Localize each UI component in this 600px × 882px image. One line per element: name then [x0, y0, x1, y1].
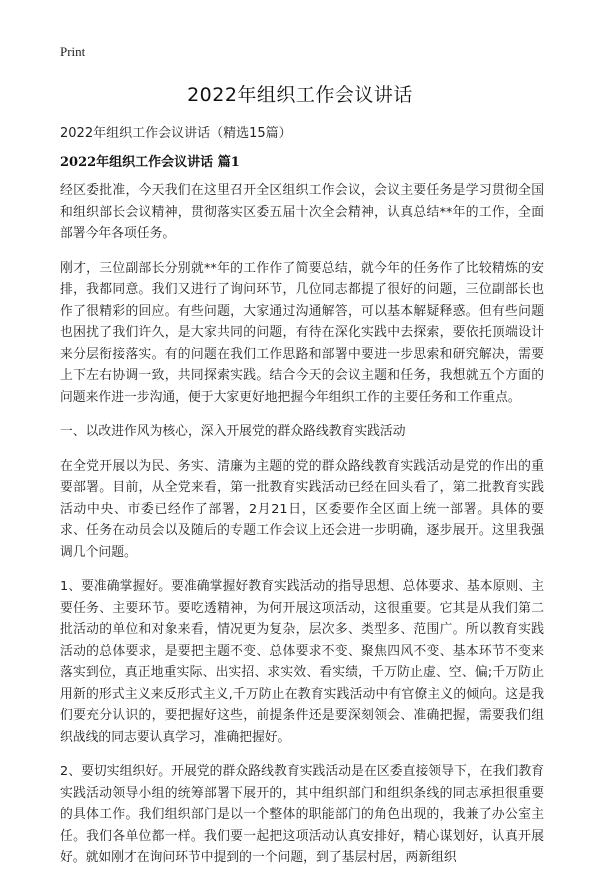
section-heading: 2022年组织工作会议讲话 篇1 — [60, 155, 240, 170]
document-subtitle: 2022年组织工作会议讲话（精选15篇） — [60, 126, 292, 141]
document-body — [60, 180, 544, 882]
paragraph-point-one: 1、要准确掌握好。要准确掌握好教育实践活动的指导思想、总体要求、基本原则、主要任务、主要环节。要吃透精神，为何开展这项活动，这很重要。它其是从我们第二批活动的单位和对象来看，情况更为复杂，层次多、类型多、范围广。所以教育实践活动的总体要求，是要把主题不变、总体要求不变、聚焦四风不变、基本环节不变来落实到位，真正地重实际、出实招、求实效、看实绩，千万防止虚、空、偏;千万防止用新的形式主义来反形式主义,千万防止在教育实践活动中有官僚主义的倾向。这是我们要充分认识的，要把握好这些，前提条件还是要深刻领会、准确把握，需要我们组织战线的同志要认真学习，准确把握好。 — [60, 579, 544, 745]
paragraph-intro: 经区委批准，今天我们在这里召开全区组织工作会议，会议主要任务是学习贯彻全国和组织部长会议精神，贯彻落实区委五届十次全会精神，认真总结**年的工作，全面部署今年各项任务。 — [60, 183, 544, 241]
print-link[interactable]: Print — [60, 44, 86, 59]
paragraph-campaign-overview: 在全党开展以为民、务实、清廉为主题的党的群众路线教育实践活动是党的作出的重要部署。目前，从全党来看，第一批教育实践活动已经在回头看了，第二批教育实践活动中央、市委已经作了部署，2月21日，区委要作全区面上统一部署。具体的要求、任务在动员会以及随后的专题工作会议上还会进一步明确，逐步展开。这里我强调几个问题。 — [60, 458, 544, 560]
paragraph-section-one-heading: 一、以改进作风为核心，深入开展党的群众路线教育实践活动 — [60, 424, 406, 439]
page-title: 2022年组织工作会议讲话 — [187, 84, 413, 106]
paragraph-point-two: 2、要切实组织好。开展党的群众路线教育实践活动是在区委直接领导下，在我们教育实践活动领导小组的统筹部署下展开的，其中组织部门和组织条线的同志承担很重要的具体工作。我们组织部门是以一个整体的职能部门的角色出现的，我兼了办公室主任。我们各单位都一样。我们要一起把这项活动认真安排好，精心谋划好，认真开展好。就如刚才在询问环节中提到的一个问题，到了基层村居，两新组织 — [60, 764, 544, 865]
paragraph-summary: 刚才，三位副部长分别就**年的工作作了简要总结，就今年的任务作了比较精炼的安排，我都同意。我们又进行了询问环节，几位同志都提了很好的问题，三位副部长也作了很精彩的回应。有些问题，大家通过沟通解答，可以基本解疑释惑。但有些问题也困扰了我们许久，是大家共同的问题，有待在深化实践中去探索，要依托顶端设计来分层衔接落实。有的问题在我们工作思路和部署中要进一步思索和研究解决，需要上下左右协调一致，共同探索实践。结合今天的会议主题和任务，我想就五个方面的问题来作进一步沟通，便于大家更好地把握今年组织工作的主要任务和工作重点。 — [60, 260, 544, 405]
